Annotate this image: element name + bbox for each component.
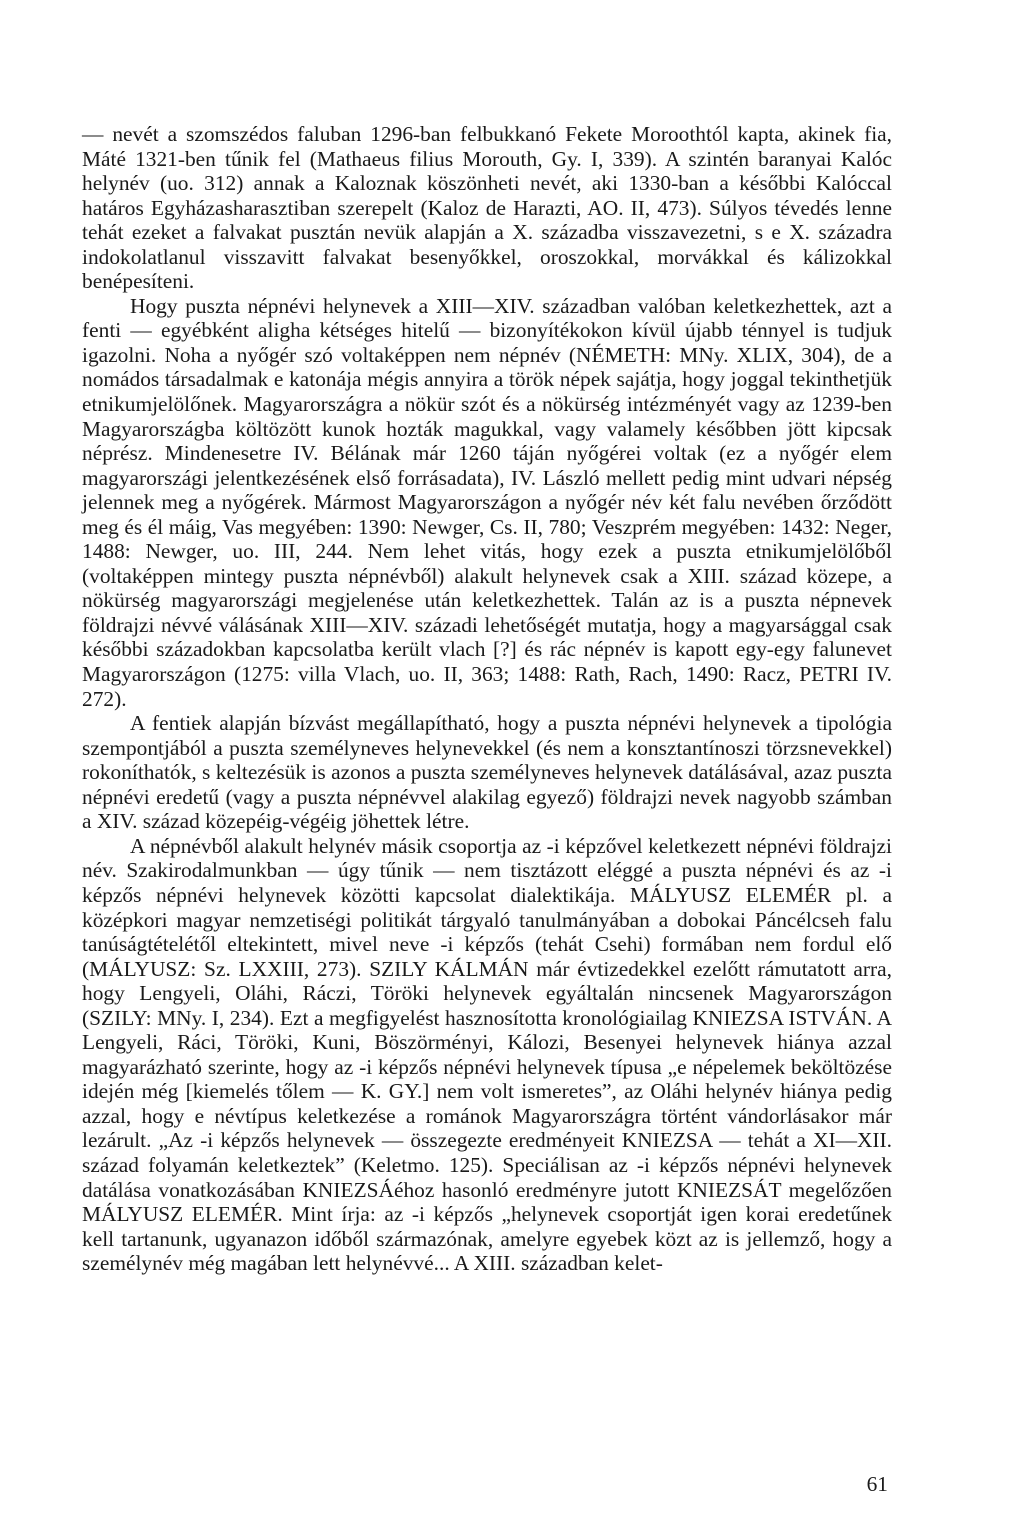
page-number: 61 [866, 1472, 888, 1496]
paragraph: Hogy puszta népnévi helynevek a XIII—XIV. században valóban keletkezhettek, azt a fenti — egyébként aligha kétséges hitelű — bizonyítékokon kívül újabb ténnyel is tudjuk igazolni. Noha a nyőgér szó voltaképpen nem népnév (NÉMETH: MNy. XLIX, 304), de a nomádos társadalmak e katonája mégis annyira a török népek sajátja, hogy joggal tekinthetjük etnikumjelölőnek. Magyarországra a nökür szót és a nökürség intézményét vagy az 1239-ben Magyarországba költözött kunok hozták magukkal, vagy valamely későbben jött kipcsak néprész. Mindenesetre IV. Bélának már 1260 táján nyőgérei voltak (ez a nyőgér elem magyarországi jelentkezésének első forrásadata), IV. László mellett pedig mint udvari népség jelennek meg a nyőgérek. Mármost Magyarországon a nyőgér név két falu nevében őrződött meg és él máig, Vas megyében: 1390: Newger, Cs. II, 780; Veszprém megyében: 1432: Neger, 1488: Newger, uo. III, 244. Nem lehet vitás, hogy ezek a puszta etnikumjelölőből (voltaképpen mintegy puszta népnévből) alakult helynevek csak a XIII. század közepe, a nökürség magyarországi megjelenése után keletkezhettek. Talán az is a puszta népnevek földrajzi névvé válásának XIII—XIV. századi lehetőségét mutatja, hogy a magyarsággal csak későbbi századokban kapcsolatba került vlach [?] és rác népnév is kapott egy-egy falunevet Magyarországon (1275: villa Vlach, uo. II, 363; 1488: Rath, Rach, 1490: Racz, PETRI IV. 272). [82, 293, 892, 711]
paragraph: A fentiek alapján bízvást megállapítható, hogy a puszta népnévi helynevek a tipológia szempontjából a puszta személyneves helynevekkel (és nem a konsztantínoszi törzsnevekkel) rokoníthatók, s keltezésük is azonos a puszta személyneves helynevek datálásával, azaz puszta népnévi eredetű (vagy a puszta népnévvel alakilag egyező) földrajzi nevek nagyobb számban a XIV. század közepéig-végéig jöhettek létre. [82, 711, 892, 834]
paragraph: A népnévből alakult helynév másik csoportja az -i képzővel keletkezett népnévi földrajzi név. Szakirodalmunkban — úgy tűnik — nem tisztázott eléggé a puszta népnévi és az -i képzős népnévi helynevek közötti kapcsolat dialektikája. MÁLYUSZ ELEMÉR pl. a középkori magyar nemzetiségi politikát tárgyaló tanulmányában a dobokai Páncélcseh falu tanúságtételétől eltekintett, mivel neve -i képzős (tehát Csehi) formában nem fordul elő (MÁLYUSZ: Sz. LXXIII, 273). SZILY KÁLMÁN már évtizedekkel ezelőtt rámutatott arra, hogy Lengyeli, Oláhi, Ráczi, Töröki helynevek egyáltalán nincsenek Magyarországon (SZILY: MNy. I, 234). Ezt a megfigyelést hasznosította kronológiailag KNIEZSA ISTVÁN. A Lengyeli, Ráci, Töröki, Kuni, Böszörményi, Kálozi, Besenyei helynevek hiánya azzal magyarázható szerinte, hogy az -i képzős népnévi helynevek típusa „e népelemek beköltözése idején még [kiemelés tőlem — K. GY.] nem volt ismeretes”, az Oláhi helynév hiánya pedig azzal, hogy e névtípus keletkezése a románok Magyarországra történt vándorlásakor már lezárult. „Az -i képzős helynevek — összegezte eredményeit KNIEZSA — tehát a XI—XII. század folyamán keletkeztek” (Keletmo. 125). Speciálisan az -i képzős népnévi helynevek datálása vonatkozásában KNIEZSÁéhoz hasonló eredményre jutott KNIEZSÁT megelőzően MÁLYUSZ ELEMÉR. Mint írja: az -i képzős „helynevek csoportját igen korai eredetűnek kell tartanunk, ugyanazon időből származónak, amelyre egyebek közt az is jellemző, hogy a személynév még magában lett helynévvé... A XIII. században kelet- [82, 833, 892, 1276]
body-text [82, 122, 892, 1276]
paragraph: — nevét a szomszédos faluban 1296-ban felbukkanó Fekete Moroothtól kapta, akinek fia, Máté 1321-ben tűnik fel (Mathaeus filius Morouth, Gy. I, 339). A szintén baranyai Kalóc helynév (uo. 312) annak a Kaloznak köszönheti nevét, aki 1330-ban a későbbi Kalóccal határos Egyházasharasztiban szerepelt (Kaloz de Harazti, AO. II, 473). Súlyos tévedés lenne tehát ezeket a falvakat pusztán nevük alapján a X. századba visszavezetni, s e X. századra indokolatlanul visszavitt falvakat besenyőkkel, oroszokkal, morvákkal és kálizokkal benépesíteni. [82, 122, 892, 294]
